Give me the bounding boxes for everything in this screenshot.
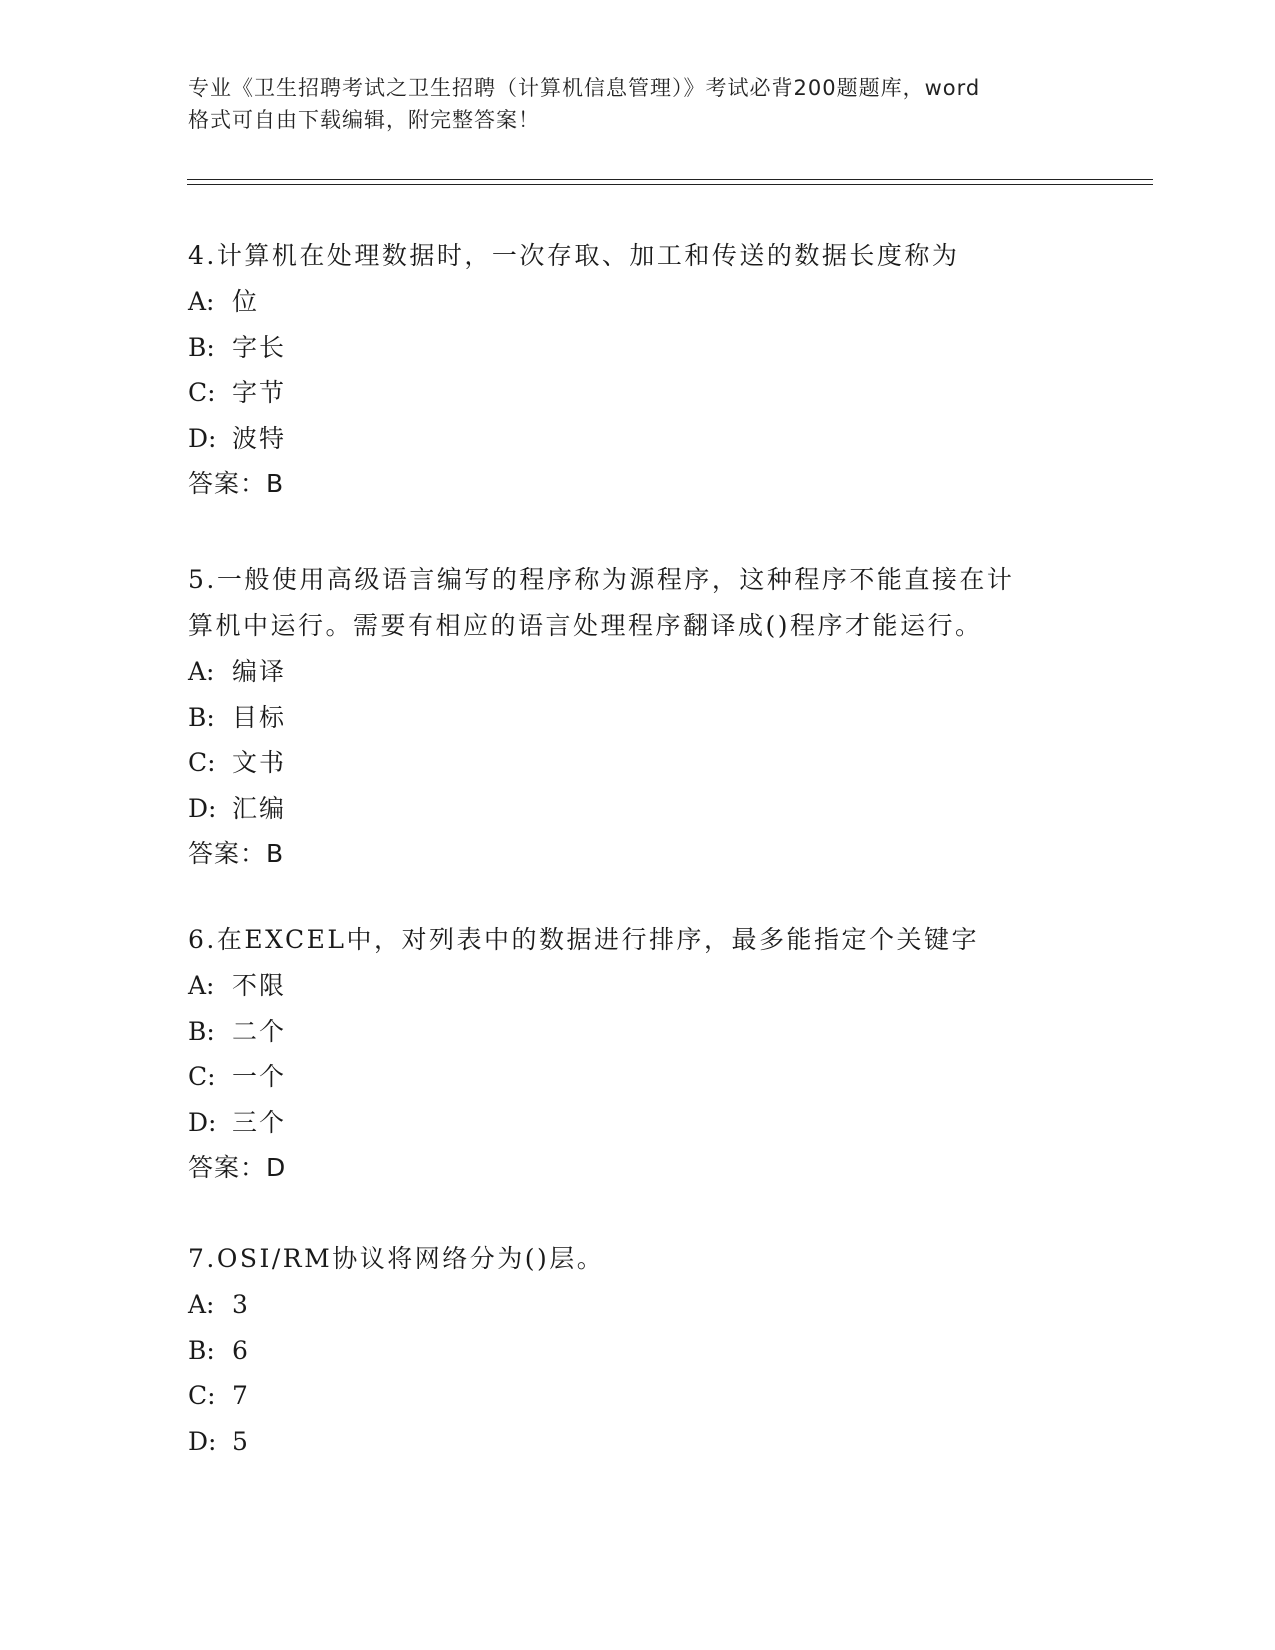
option-c bbox=[188, 1054, 1088, 1100]
option-d bbox=[188, 416, 1088, 462]
option-a bbox=[188, 649, 1088, 695]
option-text: 二个 bbox=[232, 1016, 287, 1046]
option-a bbox=[188, 1282, 1088, 1328]
option-letter: B: bbox=[188, 1016, 215, 1046]
option-text: 5 bbox=[232, 1426, 250, 1456]
option-letter: C: bbox=[188, 1381, 216, 1410]
option-letter: C: bbox=[188, 748, 216, 777]
option-letter: A: bbox=[188, 287, 215, 316]
answer-line: 答案：D bbox=[188, 1153, 287, 1182]
question-text-line-1: 5.一般使用高级语言编写的程序称为源程序，这种程序不能直接在计 bbox=[188, 565, 1015, 594]
option-c bbox=[188, 1373, 1088, 1419]
option-text: 波特 bbox=[232, 423, 287, 453]
option-c bbox=[188, 740, 1088, 786]
option-a bbox=[188, 963, 1088, 1009]
option-text: 三个 bbox=[232, 1107, 287, 1137]
header-line-1: 专业《卫生招聘考试之卫生招聘（计算机信息管理）》考试必背200题题库，word bbox=[188, 76, 981, 100]
option-text: 文书 bbox=[232, 748, 287, 777]
option-d bbox=[188, 786, 1088, 832]
option-text: 目标 bbox=[232, 702, 287, 732]
answer-line: 答案：B bbox=[188, 839, 285, 868]
question-6 bbox=[188, 917, 1088, 1191]
option-text: 汇编 bbox=[232, 793, 287, 823]
option-letter: B: bbox=[188, 702, 215, 732]
option-a bbox=[188, 279, 1088, 325]
option-letter: A: bbox=[188, 657, 215, 686]
question-text: 6.在EXCEL中，对列表中的数据进行排序，最多能指定个关键字 bbox=[188, 925, 979, 954]
option-letter: A: bbox=[188, 1290, 215, 1319]
option-text: 编译 bbox=[232, 657, 287, 686]
document-header bbox=[188, 72, 1088, 136]
option-b bbox=[188, 695, 1088, 741]
question-text: 4.计算机在处理数据时，一次存取、加工和传送的数据长度称为 bbox=[188, 241, 960, 270]
question-5 bbox=[188, 557, 1088, 877]
option-text: 7 bbox=[232, 1381, 250, 1410]
header-divider-bottom bbox=[187, 184, 1153, 185]
option-letter: D: bbox=[188, 793, 217, 823]
option-letter: C: bbox=[188, 1062, 216, 1091]
option-letter: B: bbox=[188, 1335, 215, 1365]
option-d bbox=[188, 1100, 1088, 1146]
option-letter: D: bbox=[188, 423, 217, 453]
option-text: 不限 bbox=[232, 971, 287, 1000]
question-text: 7.OSI/RM协议将网络分为()层。 bbox=[188, 1244, 605, 1273]
option-letter: B: bbox=[188, 332, 215, 362]
option-letter: D: bbox=[188, 1107, 217, 1137]
option-text: 一个 bbox=[232, 1062, 287, 1091]
option-b bbox=[188, 1328, 1088, 1374]
option-letter: D: bbox=[188, 1426, 217, 1456]
answer-line: 答案：B bbox=[188, 469, 285, 498]
option-b bbox=[188, 1009, 1088, 1055]
question-4 bbox=[188, 233, 1088, 507]
header-divider-top bbox=[187, 179, 1153, 180]
option-d bbox=[188, 1419, 1088, 1465]
option-text: 字长 bbox=[232, 332, 287, 362]
option-text: 位 bbox=[232, 287, 260, 316]
question-text-line-2: 算机中运行。需要有相应的语言处理程序翻译成()程序才能运行。 bbox=[188, 611, 983, 640]
header-line-2: 格式可自由下载编辑，附完整答案！ bbox=[188, 108, 540, 132]
question-7 bbox=[188, 1236, 1088, 1464]
option-text: 6 bbox=[232, 1335, 250, 1365]
option-c bbox=[188, 370, 1088, 416]
option-text: 3 bbox=[232, 1290, 250, 1319]
option-letter: A: bbox=[188, 971, 215, 1000]
option-letter: C: bbox=[188, 378, 216, 407]
option-text: 字节 bbox=[232, 378, 287, 407]
option-b bbox=[188, 325, 1088, 371]
